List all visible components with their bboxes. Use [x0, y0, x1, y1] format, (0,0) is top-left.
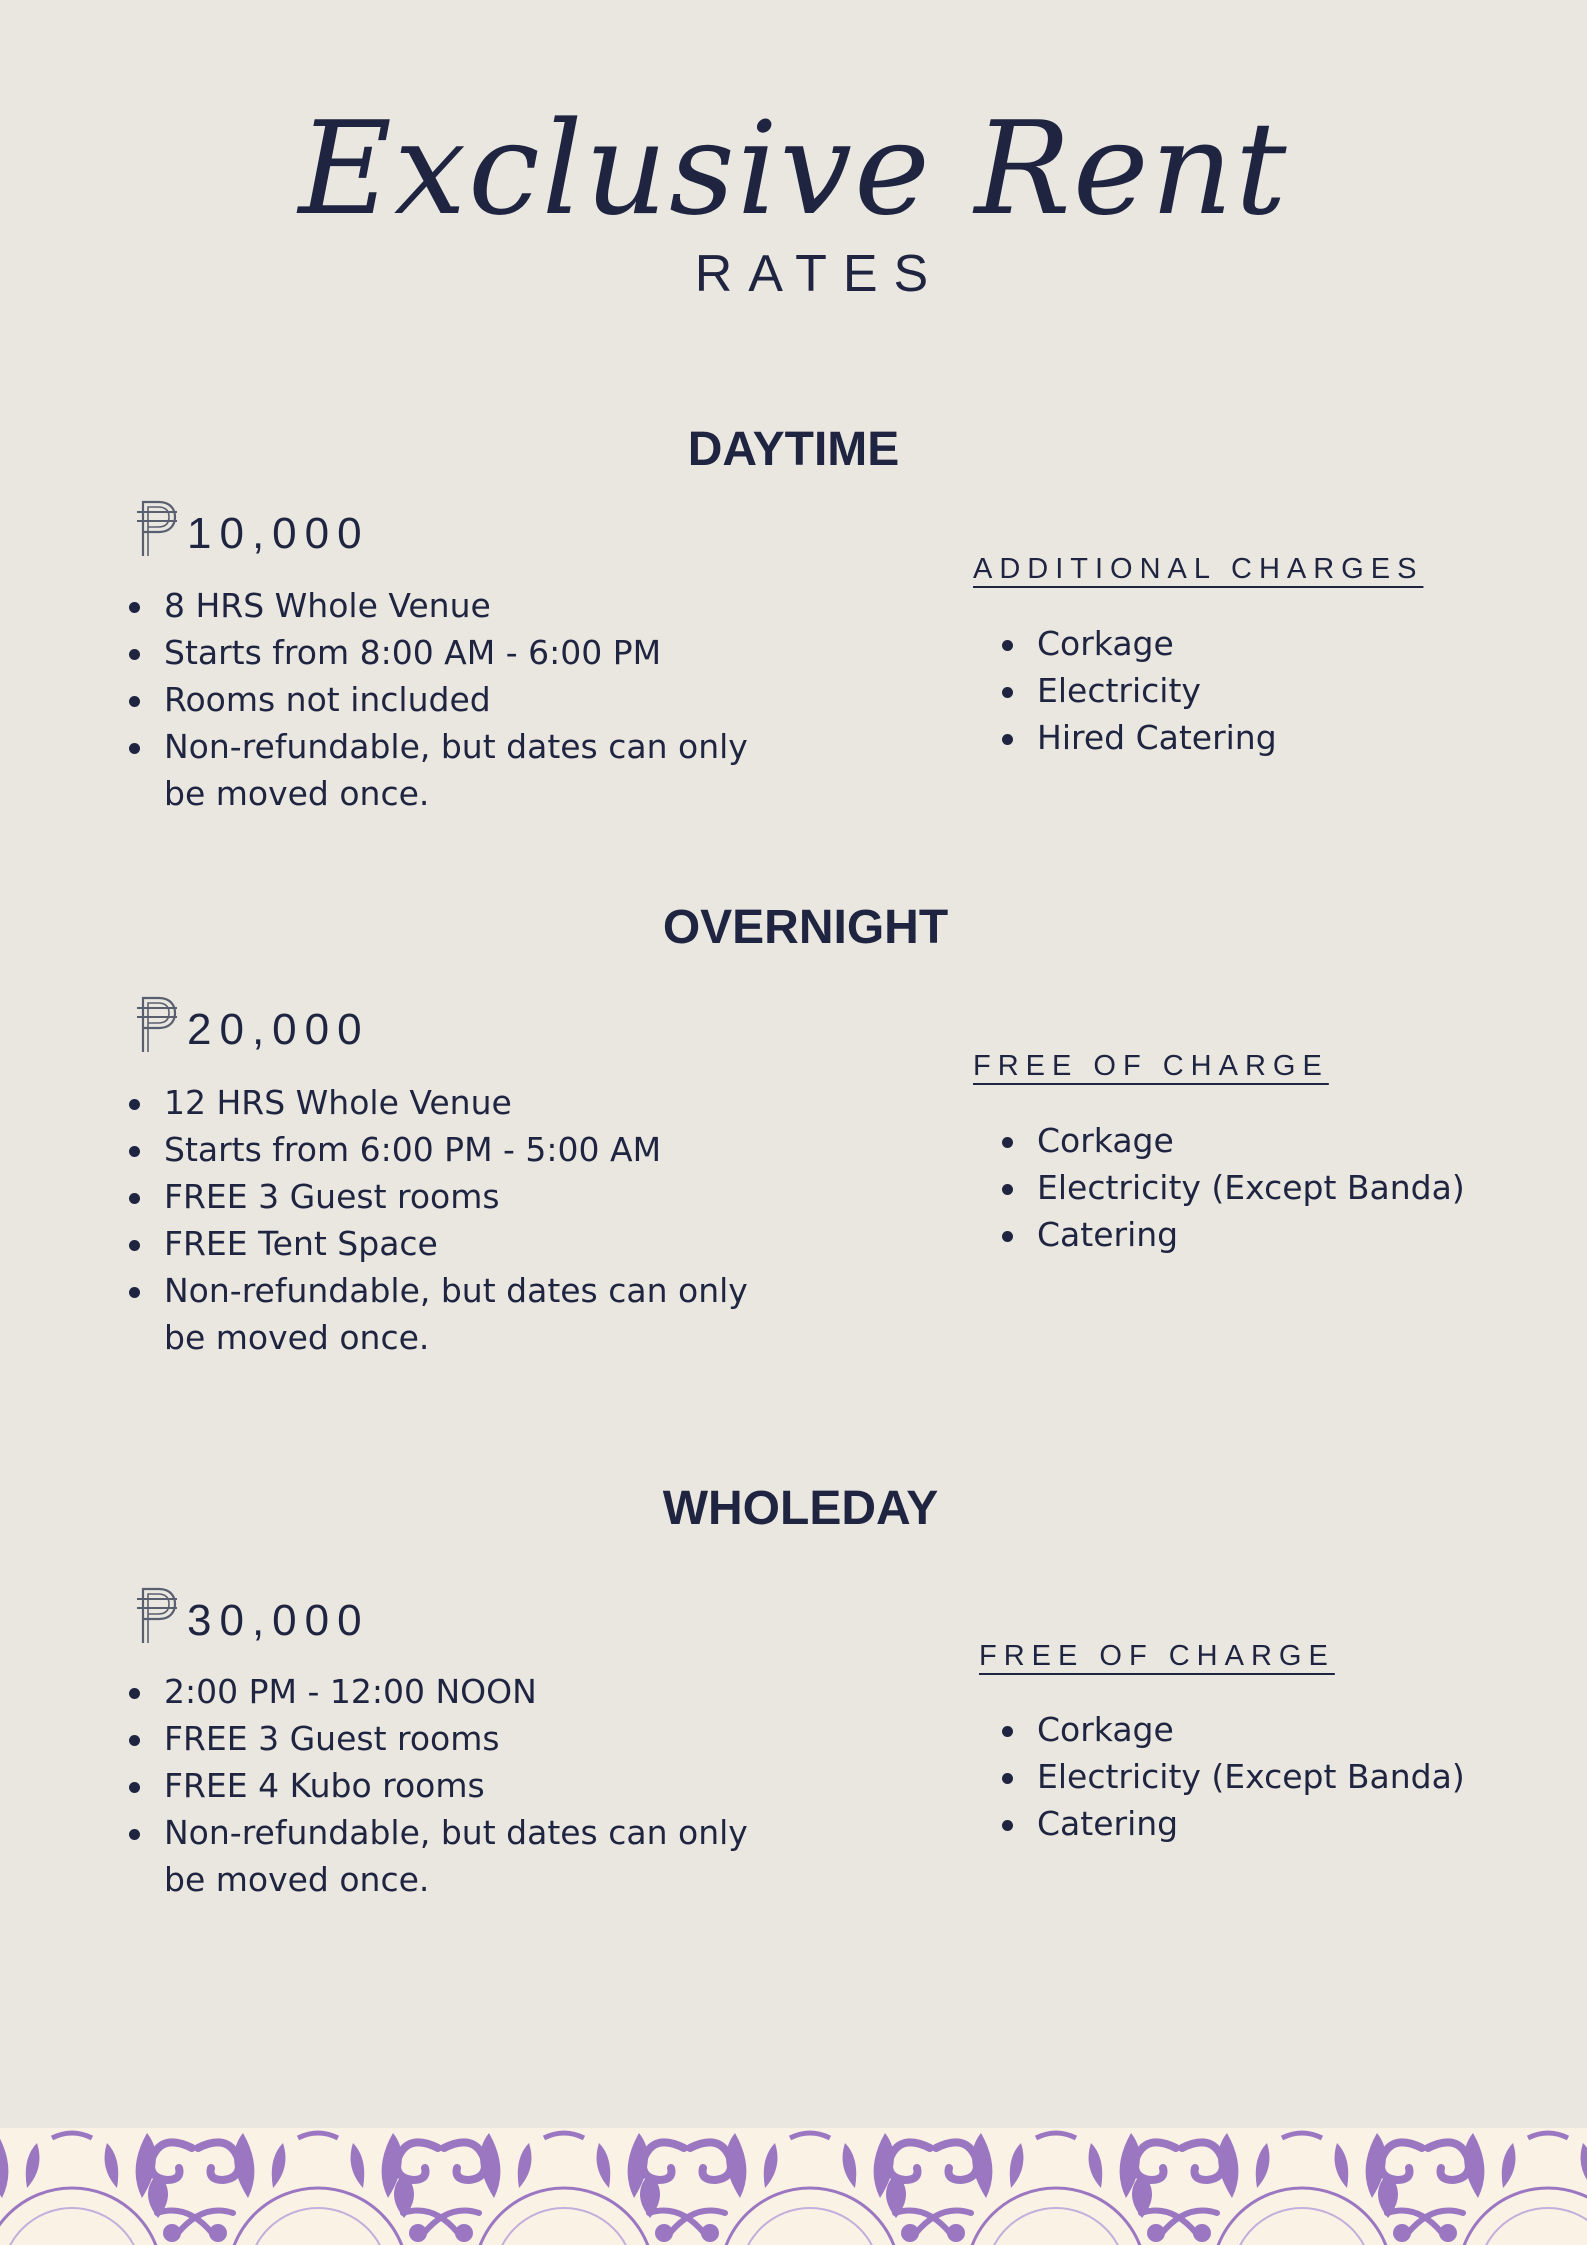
- list-item: Electricity: [1002, 667, 1562, 714]
- floral-border-pattern: [0, 2128, 1587, 2245]
- list-item: Corkage: [1002, 1706, 1562, 1753]
- price-amount: 10,000: [187, 509, 370, 558]
- list-item: FREE Tent Space: [129, 1220, 789, 1267]
- peso-sign-icon: [135, 994, 179, 1054]
- list-item: Hired Catering: [1002, 714, 1562, 761]
- section-title-daytime: DAYTIME: [687, 423, 900, 476]
- list-item: Rooms not included: [129, 676, 789, 723]
- list-item: Starts from 6:00 PM - 5:00 AM: [129, 1126, 789, 1173]
- peso-sign-icon: [135, 1585, 179, 1645]
- floral-border: [0, 2128, 1587, 2245]
- price-daytime: [135, 498, 370, 558]
- list-item: Starts from 8:00 AM - 6:00 PM: [129, 629, 789, 676]
- details-list-daytime: [129, 582, 789, 817]
- list-item: 2:00 PM - 12:00 NOON: [129, 1668, 789, 1715]
- list-item: Non-refundable, but dates can only be moved once.: [129, 1809, 764, 1903]
- list-item: Electricity (Except Banda): [1002, 1753, 1562, 1800]
- section-title-overnight: OVERNIGHT: [662, 901, 949, 954]
- price-amount: 20,000: [187, 1005, 370, 1054]
- list-item: 8 HRS Whole Venue: [129, 582, 789, 629]
- side-list-daytime: [1002, 620, 1562, 761]
- list-item: Electricity (Except Banda): [1002, 1164, 1562, 1211]
- price-amount: 30,000: [187, 1596, 370, 1645]
- peso-sign-icon: [135, 498, 179, 558]
- side-list-overnight: [1002, 1117, 1562, 1258]
- list-item: Non-refundable, but dates can only be moved once.: [129, 723, 764, 817]
- list-item: Catering: [1002, 1800, 1562, 1847]
- section-title-wholeday: WHOLEDAY: [662, 1482, 939, 1535]
- list-item: Corkage: [1002, 1117, 1562, 1164]
- details-list-wholeday: [129, 1668, 789, 1903]
- side-heading-overnight: FREE OF CHARGE: [973, 1050, 1329, 1082]
- list-item: FREE 3 Guest rooms: [129, 1173, 789, 1220]
- price-overnight: [135, 994, 370, 1054]
- side-heading-daytime: ADDITIONAL CHARGES: [973, 553, 1424, 585]
- page-subtitle: RATES: [694, 245, 945, 303]
- list-item: Corkage: [1002, 620, 1562, 667]
- price-wholeday: [135, 1585, 370, 1645]
- list-item: FREE 4 Kubo rooms: [129, 1762, 789, 1809]
- list-item: FREE 3 Guest rooms: [129, 1715, 789, 1762]
- side-heading-wholeday: FREE OF CHARGE: [979, 1640, 1335, 1672]
- list-item: 12 HRS Whole Venue: [129, 1079, 789, 1126]
- list-item: Non-refundable, but dates can only be moved once.: [129, 1267, 764, 1361]
- list-item: Catering: [1002, 1211, 1562, 1258]
- side-list-wholeday: [1002, 1706, 1562, 1847]
- details-list-overnight: [129, 1079, 789, 1361]
- script-title: Exclusive Rent: [298, 95, 1289, 244]
